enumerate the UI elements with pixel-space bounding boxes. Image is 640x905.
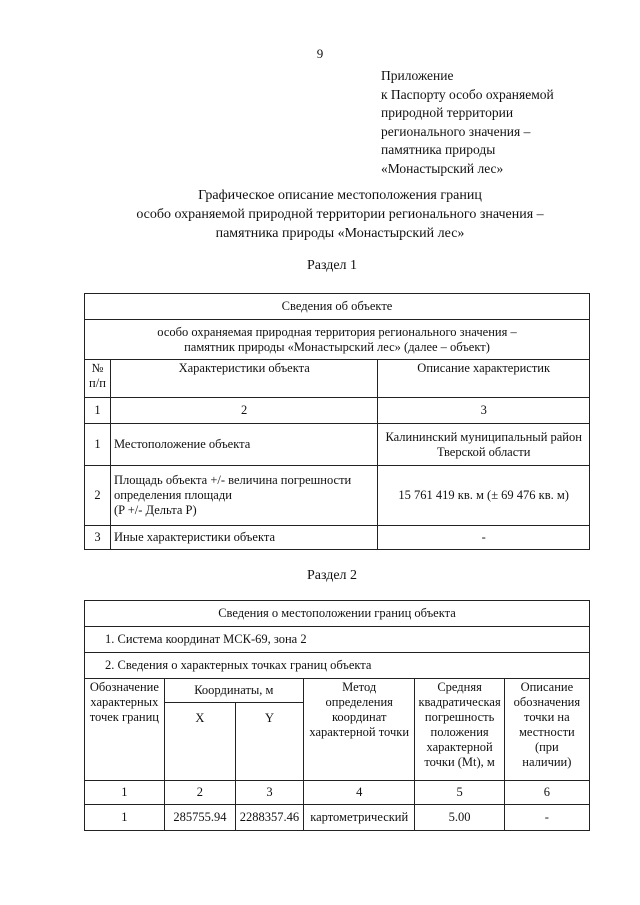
header-line: Описание [520, 680, 574, 694]
appendix-line: Приложение [381, 68, 454, 83]
row-number: 1 [85, 424, 111, 466]
column-header-point [85, 679, 165, 781]
column-header-num-line: № [91, 361, 104, 375]
row-number: 3 [85, 526, 111, 550]
header-line: точек границ [89, 710, 159, 724]
appendix-line: к Паспорту особо охраняемой [381, 86, 554, 102]
header-line: точки на [524, 710, 570, 724]
header-line: характерных [90, 695, 159, 709]
table-row [85, 627, 590, 653]
subheader-line: памятник природы «Монастырский лес» (далее – объект) [184, 339, 490, 354]
appendix-line: регионального значения – [381, 123, 531, 139]
table-row [85, 466, 590, 526]
marks-cell: - [504, 805, 589, 831]
column-number: 2 [110, 398, 377, 424]
header-line: координат [331, 710, 387, 724]
characteristic-cell: Местоположение объекта [110, 424, 377, 466]
appendix-line: памятника природы [381, 142, 496, 157]
value-cell: 15 761 419 кв. м (± 69 476 кв. м) [378, 466, 590, 526]
table-row [85, 398, 590, 424]
column-number: 1 [85, 398, 111, 424]
column-number: 1 [85, 781, 165, 805]
table-row [85, 294, 590, 320]
header-line: квадратическая [418, 695, 501, 709]
table-row [85, 320, 590, 360]
header-line: определения [325, 695, 393, 709]
characteristic-line: Площадь объекта +/- величина погрешности [113, 473, 352, 487]
characteristic-cell: Иные характеристики объекта [110, 526, 377, 550]
value-cell: - [378, 526, 590, 550]
table-row [85, 424, 590, 466]
column-header-error [415, 679, 504, 781]
column-header-num [85, 360, 111, 398]
column-number: 3 [236, 781, 304, 805]
column-header-description: Описание характеристик [378, 360, 590, 398]
method-cell: картометрический [303, 805, 415, 831]
header-line: наличии) [522, 755, 572, 769]
header-line: Средняя [437, 680, 482, 694]
column-number: 2 [164, 781, 235, 805]
value-cell [378, 424, 590, 466]
object-subheader [85, 320, 590, 360]
table-row [85, 526, 590, 550]
header-line: положения [430, 725, 489, 739]
points-info-header: 2. Сведения о характерных точках границ объекта [85, 653, 590, 679]
header-line: местности [518, 725, 575, 739]
y-coordinate-cell: 2288357.46 [236, 805, 304, 831]
header-line: погрешность [424, 710, 495, 724]
header-line: характерной [426, 740, 493, 754]
characteristic-line: определения площади [113, 488, 232, 502]
header-line: Метод [342, 680, 377, 694]
subheader-line: особо охраняемая природная территория регионального значения – [157, 324, 517, 339]
column-number: 3 [378, 398, 590, 424]
table-row [85, 601, 590, 627]
page-number: 9 [316, 46, 324, 61]
table-row [85, 360, 590, 398]
error-cell: 5.00 [415, 805, 504, 831]
column-header-y: Y [236, 703, 304, 781]
header-line: Обозначение [89, 680, 159, 694]
characteristic-cell [110, 466, 377, 526]
value-line: Тверской области [436, 444, 531, 459]
title-line: памятника природы «Монастырский лес» [215, 226, 465, 241]
value-line: Калининский муниципальный район [385, 429, 582, 444]
coordinate-system: 1. Система координат МСК-69, зона 2 [85, 627, 590, 653]
column-number: 5 [415, 781, 504, 805]
column-number: 6 [504, 781, 589, 805]
column-header-x: X [164, 703, 235, 781]
header-line: характерной точки [309, 725, 410, 739]
section1-title: Раздел 1 [306, 258, 358, 273]
column-header-method [303, 679, 415, 781]
table-header-boundaries: Сведения о местоположении границ объекта [85, 601, 590, 627]
table-row [85, 805, 590, 831]
title-line: Графическое описание местоположения границ [198, 188, 482, 203]
boundary-points-table [84, 600, 590, 831]
document-title [40, 186, 640, 243]
column-number: 4 [303, 781, 415, 805]
object-info-table [84, 293, 590, 550]
x-coordinate-cell: 285755.94 [164, 805, 235, 831]
title-line: особо охраняемой природной территории регионального значения – [136, 207, 544, 222]
column-header-num-line: п/п [89, 376, 106, 390]
section2-title: Раздел 2 [306, 568, 358, 583]
point-id-cell: 1 [85, 805, 165, 831]
header-line: точки (Mt), м [424, 755, 495, 769]
header-line: обозначения [513, 695, 581, 709]
row-number: 2 [85, 466, 111, 526]
appendix-line: «Монастырский лес» [381, 160, 504, 176]
table-row [85, 679, 590, 703]
column-header-coordinates: Координаты, м [164, 679, 303, 703]
table-row [85, 653, 590, 679]
column-header-characteristics: Характеристики объекта [110, 360, 377, 398]
appendix-note [381, 67, 554, 178]
appendix-line: природной территории [381, 105, 514, 120]
header-line: (при [534, 740, 559, 754]
characteristic-line: (P +/- Дельта P) [113, 503, 197, 517]
table-row [85, 781, 590, 805]
column-header-marks [504, 679, 589, 781]
table-header-object-info: Сведения об объекте [85, 294, 590, 320]
